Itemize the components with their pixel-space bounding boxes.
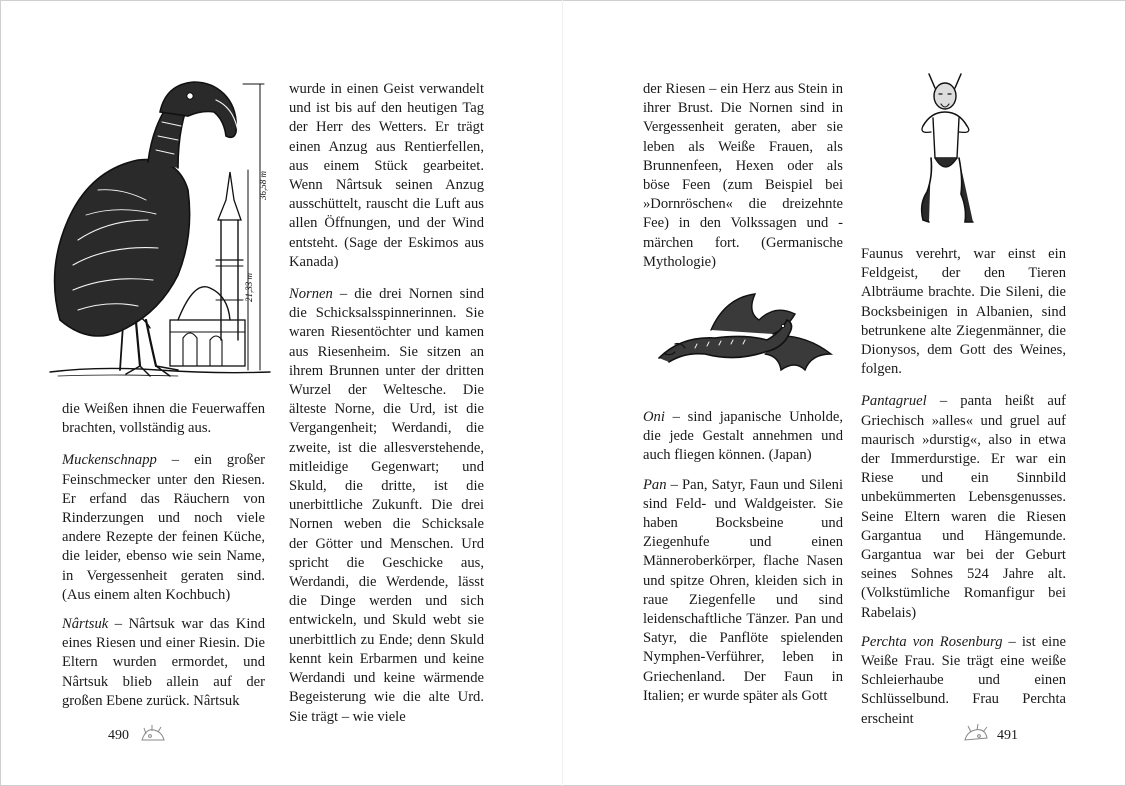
entry-text: – sind japanische Unholde, die jede Gestalt annehmen und auch fliegen können. (Japan) bbox=[643, 409, 843, 464]
right-page-column-1 bbox=[643, 80, 843, 285]
column-continuation: Faunus verehrt, war einst ein Feldgeist, der den Tieren Albträume brachte. Die Sileni, die Bocksbeinigen in Albanien, sind betrunkene alte Ziegenmänner, die Dionysos, dem Gott des Weines, folgen. bbox=[861, 246, 1066, 378]
entry-term: Pantagruel bbox=[861, 393, 927, 410]
entry-term: Oni bbox=[643, 409, 665, 425]
entry-term: Pan bbox=[643, 476, 667, 493]
entry-muckenschnapp bbox=[62, 451, 265, 605]
entry-term: Muckenschnapp bbox=[62, 452, 157, 469]
oni-flying-illustration bbox=[655, 290, 837, 384]
right-page-column-2 bbox=[861, 245, 1066, 739]
entry-text: – panta heißt auf Griechisch »alles« und gruel auf maurisch »durstig«, also in etwa der Immerdurstige. Er war ein Riese und ein Sinnbild unbekümmerten Lebensgenusses. Seine Eltern waren die Riesen Gargantua und Hängemunde. Gargantua war bei der Geburt seines Sohnes 524 Jahre alt. (Volkstümliche Romanfigur bei Rabelais) bbox=[861, 393, 1066, 621]
faun-illustration bbox=[909, 72, 983, 230]
giant-bird-illustration bbox=[38, 70, 274, 382]
entry-nartsuk bbox=[62, 615, 265, 711]
page-number-left: 490 bbox=[108, 728, 129, 743]
page-ornament-right bbox=[961, 722, 991, 746]
entry-oni bbox=[643, 408, 843, 466]
entry-text: – ein großer Feinschmecker unter den Riesen. Er erfand das Räuchern von Rinderzungen und noch viele andere Rezepte der feinen Küche, die leider, ebenso wie sein Name, in Vergessenheit geraten sind. (Aus einem alten Kochbuch) bbox=[62, 452, 265, 603]
left-page-column-2 bbox=[289, 80, 484, 737]
height-label-top: 36,58 m bbox=[258, 171, 268, 200]
entry-pantagruel bbox=[861, 392, 1066, 622]
left-page-column-1 bbox=[62, 400, 265, 721]
right-page bbox=[563, 0, 1126, 786]
entry-term: Nârtsuk bbox=[62, 616, 109, 633]
column-continuation: die Weißen ihnen die Feuerwaffen brachten, vollständig aus. bbox=[62, 401, 265, 437]
entry-text: – ist eine Weiße Frau. Sie trägt eine weiße Schleierhaube und einen Schlüsselbund. Frau Perchta erscheint bbox=[861, 633, 1066, 727]
entry-pan bbox=[643, 476, 843, 706]
page-ornament-left bbox=[138, 722, 168, 746]
entry-text: – die drei Nornen sind die Schicksalsspinnerinnen. Sie waren Riesentöchter und kamen aus Riesenheim. Sie sitzen an ihrem Brunnen unter der dritten Wurzel der Weltesche. Die älteste Norne, die Urd, ist die Vergangenheit; Werdandi, die zweite, ist die allesverstehende, mitleidige Gegenwart; und Skuld, die dritte, ist die unerbittliche Zukunft. Die drei Nornen weben die Schicksale der Götter und Menschen. Urd spricht die Geschicke aus, Werdandi, die Werdende, lässt die Dinge werden und sich entwickeln, und Skuld webt sie unerbittlich zu Ende; denn Skuld kennt kein Erbarmen und keine Werdandi und keine wärmende Begeisterung wie die alte Urd. Sie trägt – wie viele bbox=[289, 286, 484, 725]
entry-nornen bbox=[289, 285, 484, 727]
column-continuation: wurde in einen Geist verwandelt und ist bis auf den heutigen Tag der Herr des Wetters. Er trägt einen Anzug aus Rentierfellen, aus einem Stück gearbeitet. Wenn Nârtsuk seinen Anzug ausschüttelt, rauscht die Luft aus allen Öffnungen, und der Wind entsteht. (Sage der Eskimos aus Kanada) bbox=[289, 81, 484, 270]
height-label-tower: 21,33 m bbox=[244, 273, 254, 302]
right-page-column-1-lower bbox=[643, 408, 843, 716]
entry-perchta bbox=[861, 633, 1066, 729]
entry-term: Perchta von Rosenburg bbox=[861, 633, 1003, 650]
entry-text: – Nârtsuk war das Kind eines Riesen und einer Riesin. Die Eltern wurden ermordet, und Nârtsuk blieb allein auf der großen Ebene zurück. Nârtsuk bbox=[62, 616, 265, 709]
column-continuation: der Riesen – ein Herz aus Stein in ihrer Brust. Die Nornen sind in Vergessenheit geraten, aber sie leben als Weiße Frauen, als Brunnenfeen, Hexen oder als böse Feen (zum Beispiel bei »Dornröschen« die dreizehnte Fee) in den Volkssagen und -märchen fort. (Germanische Mythologie) bbox=[643, 81, 843, 270]
page-number-right: 491 bbox=[997, 728, 1018, 743]
entry-term: Nornen bbox=[289, 286, 333, 303]
entry-text: – Pan, Satyr, Faun und Sileni sind Feld- und Waldgeister. Sie haben Bocksbeine und Ziegenhufe und einen Männeroberkörper, flache Nasen und spitze Ohren, kleiden sich in raue Ziegenfelle und sind leidenschaftliche Tänzer. Pan und Satyr, die Panflöte spielenden Nymphen-Verführer, leben in Griechenland. Der Faun in Italien; er wurde später als Gott bbox=[643, 476, 843, 704]
